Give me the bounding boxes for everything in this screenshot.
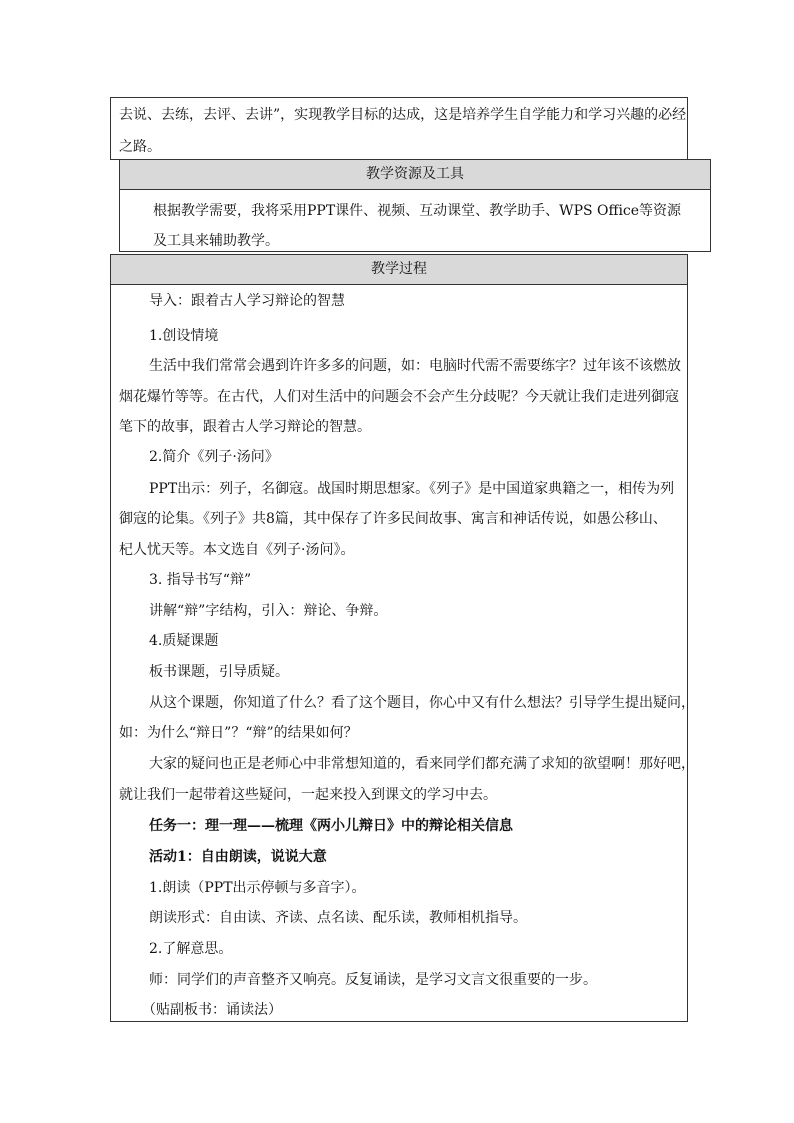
process-line-3: 生活中我们常常会遇到许许多多的问题，如：电脑时代需不需要练字？过年该不该燃放	[149, 358, 681, 374]
process-line-15: 如：为什么“辩日”？“辩”的结果如何？	[119, 725, 358, 741]
process-line-2: 1.创设情境	[149, 328, 219, 344]
process-line-9: 杞人忧天等。本文选自《列子·汤问》。	[119, 542, 355, 558]
process-line-24: （贴副板书：诵读法）	[142, 1002, 282, 1018]
resources-header: 教学资源及工具	[119, 159, 711, 190]
process-line-1: 导入：跟着古人学习辩论的智慧	[149, 293, 345, 309]
process-line-11: 讲解“辩”字结构，引入：辩论、争辩。	[149, 603, 388, 619]
task-heading: 任务一：理一理——梳理《两小儿辩日》中的辩论相关信息	[149, 818, 513, 834]
process-line-20: 1.朗读（PPT出示停顿与多音字）。	[149, 880, 366, 896]
process-line-21: 朗读形式：自由读、齐读、点名读、配乐读，教师相机指导。	[149, 910, 527, 926]
process-line-16: 大家的疑问也正是老师心中非常想知道的，看来同学们都充满了求知的欲望啊！那好吧，	[149, 756, 695, 772]
process-line-10: 3. 指导书写“辩”	[149, 572, 252, 588]
activity-heading: 活动1：自由朗读，说说大意	[149, 849, 327, 865]
process-line-17: 就让我们一起带着这些疑问，一起来投入到课文的学习中去。	[119, 787, 497, 803]
process-line-7: PPT出示：列子，名御寇。战国时期思想家。《列子》是中国道家典籍之一，相传为列	[149, 481, 675, 497]
process-line-8: 御寇的论集。《列子》共8篇，其中保存了许多民间故事、寓言和神话传说，如愚公移山、	[119, 511, 667, 527]
resources-line-2: 及工具来辅助教学。	[153, 233, 279, 249]
resources-line-1: 根据教学需要，我将采用PPT课件、视频、互动课堂、教学助手、WPS Office等资源	[153, 203, 682, 219]
process-line-6: 2.简介《列子·汤问》	[149, 449, 279, 465]
process-line-22: 2.了解意思。	[149, 941, 233, 957]
process-line-4: 烟花爆竹等等。在古代，人们对生活中的问题会不会产生分歧呢？今天就让我们走进列御寇	[119, 389, 679, 405]
process-line-23: 师：同学们的声音整齐又响亮。反复诵读，是学习文言文很重要的一步。	[149, 972, 597, 988]
process-line-14: 从这个课题，你知道了什么？看了这个题目，你心中又有什么想法？引导学生提出疑问，	[149, 695, 695, 711]
process-header: 教学过程	[110, 254, 688, 285]
process-line-5: 笔下的故事，跟着古人学习辩论的智慧。	[119, 419, 371, 435]
top-cell-line-2: 之路。	[119, 139, 161, 155]
process-line-13: 板书课题，引导质疑。	[149, 664, 289, 680]
top-cell-line-1: 去说、去练，去评、去讲”，实现教学目标的达成，这是培养学生自学能力和学习兴趣的必经	[119, 107, 687, 123]
process-line-12: 4.质疑课题	[149, 633, 219, 649]
